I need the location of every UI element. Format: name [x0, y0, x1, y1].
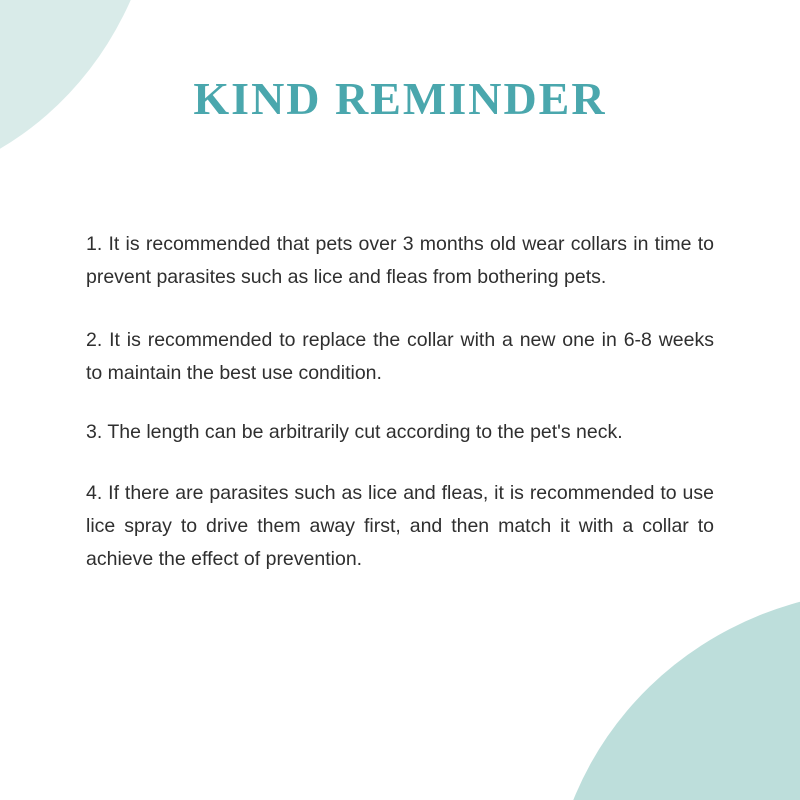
- reminder-paragraph-1: 1. It is recommended that pets over 3 months old wear collars in time to prevent parasites such as lice and fleas from bothering pets.: [86, 233, 714, 288]
- reminder-paragraph-2: 2. It is recommended to replace the collar with a new one in 6-8 weeks to maintain the best use condition.: [86, 329, 714, 384]
- reminder-paragraph-3: 3. The length can be arbitrarily cut according to the pet's neck.: [86, 421, 623, 443]
- reminder-paragraph-4: 4. If there are parasites such as lice and fleas, it is recommended to use lice spray to drive them away first, and then match it with a collar to achieve the effect of prevention.: [86, 482, 714, 570]
- reminder-list: [86, 228, 714, 576]
- page-title: KIND REMINDER: [193, 73, 607, 124]
